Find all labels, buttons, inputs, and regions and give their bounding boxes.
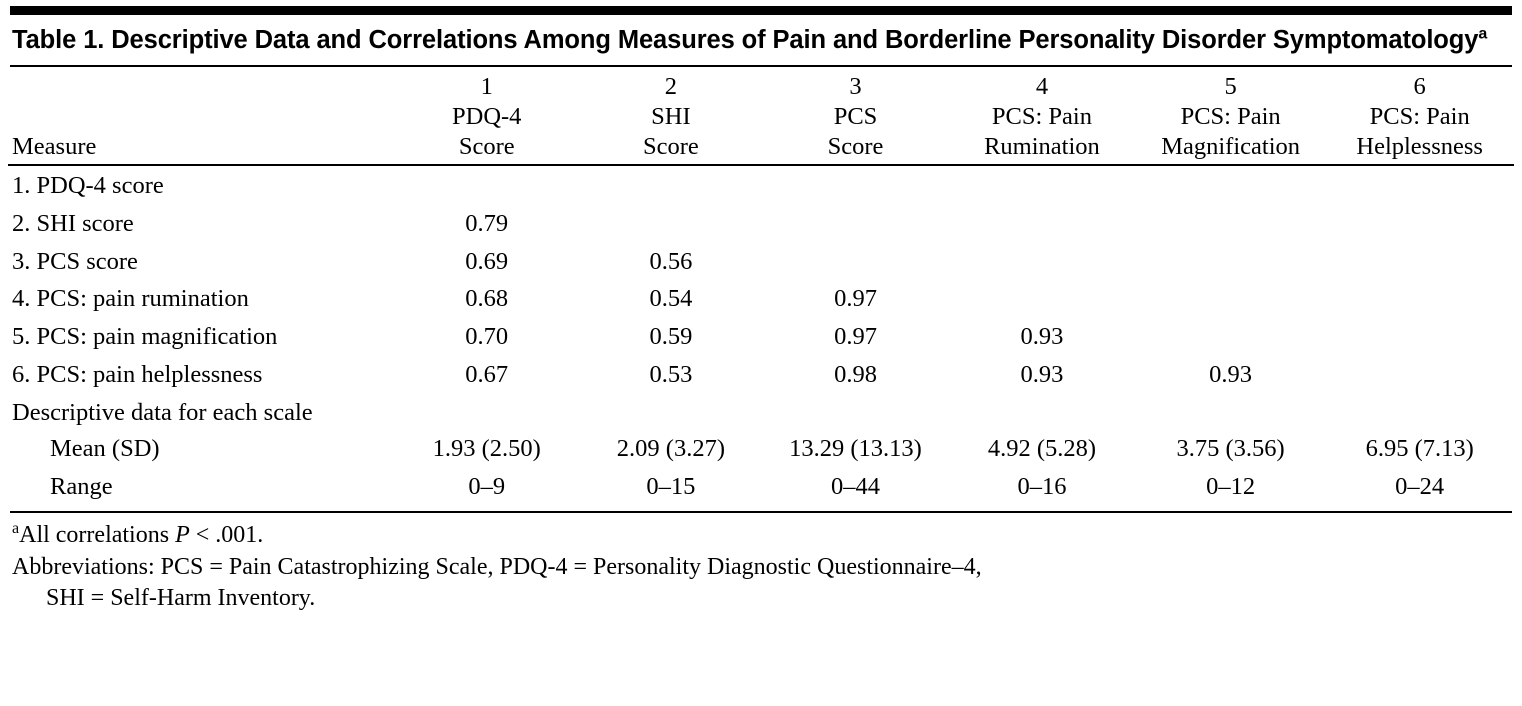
cell-r2c3 xyxy=(763,204,948,242)
cell-r2c6 xyxy=(1325,204,1514,242)
cell-mean-c2: 2.09 (3.27) xyxy=(616,434,725,462)
cell-range-c4: 0–16 xyxy=(1017,472,1067,500)
row-label: Range xyxy=(50,472,113,500)
abbreviations-line1: PCS = Pain Catastrophizing Scale, PDQ-4 = Personality Diagnostic Questionnaire–4, xyxy=(154,554,982,581)
stub-header: Measure xyxy=(12,132,97,160)
column-header-2 xyxy=(579,67,763,164)
cell-mean-c1: 1.93 (2.50) xyxy=(432,434,541,462)
column-header-1 xyxy=(395,67,579,164)
cell-r3c5 xyxy=(1136,242,1325,280)
abbreviations-line2: SHI = Self-Harm Inventory. xyxy=(46,584,316,611)
cell-r1c2 xyxy=(579,166,763,204)
footnote-a-italic: P xyxy=(175,521,190,548)
row-label: 5. PCS: pain magnification xyxy=(12,323,278,351)
table-row xyxy=(8,429,1514,467)
column-header-5-line2: Magnification xyxy=(1161,132,1301,160)
column-header-6-number: 6 xyxy=(1413,73,1426,101)
column-header-2-line2: Score xyxy=(643,132,699,160)
cell-r2c2 xyxy=(579,204,763,242)
column-header-2-line1: SHI xyxy=(651,103,691,131)
column-header-4-line2: Rumination xyxy=(984,132,1100,160)
top-border-rule xyxy=(10,6,1512,15)
cell-r6c6 xyxy=(1325,355,1514,393)
column-header-4-line1: PCS: Pain xyxy=(991,103,1092,131)
row-label: 1. PDQ-4 score xyxy=(12,171,164,199)
cell-r5c1: 0.70 xyxy=(465,323,509,351)
cell-r4c5 xyxy=(1136,279,1325,317)
table-title-footnote-marker: a xyxy=(1478,25,1488,43)
column-header-4-number: 4 xyxy=(1035,73,1049,101)
cell-r1c5 xyxy=(1136,166,1325,204)
row-label: 2. SHI score xyxy=(12,209,134,237)
table-row xyxy=(8,204,1514,242)
cell-r2c4 xyxy=(948,204,1136,242)
column-header-4 xyxy=(948,67,1136,164)
footnote-a xyxy=(12,520,1512,550)
cell-r6c3: 0.98 xyxy=(834,361,877,389)
row-label: Mean (SD) xyxy=(50,434,160,462)
cell-range-c3: 0–44 xyxy=(831,472,880,500)
cell-mean-c4: 4.92 (5.28) xyxy=(987,434,1097,462)
cell-r6c1: 0.67 xyxy=(465,361,509,389)
cell-r3c3 xyxy=(763,242,948,280)
column-header-5 xyxy=(1136,67,1325,164)
cell-range-c2: 0–15 xyxy=(646,472,696,500)
table-figure xyxy=(0,6,1522,706)
cell-r1c4 xyxy=(948,166,1136,204)
cell-r6c5: 0.93 xyxy=(1209,361,1253,389)
section-header-row xyxy=(8,393,1514,429)
cell-r5c4: 0.93 xyxy=(1020,323,1064,351)
cell-r1c1 xyxy=(395,166,579,204)
column-header-3 xyxy=(763,67,948,164)
column-header-3-line1: PCS xyxy=(833,103,878,131)
cell-mean-c5: 3.75 (3.56) xyxy=(1176,434,1285,462)
footnote-abbreviations xyxy=(12,552,1512,613)
cell-r5c6 xyxy=(1325,317,1514,355)
cell-r4c6 xyxy=(1325,279,1514,317)
cell-r3c6 xyxy=(1325,242,1514,280)
table-title-text: Table 1. Descriptive Data and Correlations Among Measures of Pain and Borderline Personality Disorder Symptomatology xyxy=(12,26,1479,54)
table-row xyxy=(8,279,1514,317)
cell-r6c4: 0.93 xyxy=(1020,361,1064,389)
cell-r4c2: 0.54 xyxy=(649,285,693,313)
column-header-5-number: 5 xyxy=(1224,73,1237,101)
footnote-a-pre: All correlations xyxy=(19,521,176,548)
cell-r2c5 xyxy=(1136,204,1325,242)
cell-r4c3: 0.97 xyxy=(834,285,877,313)
table-header-row xyxy=(8,67,1514,164)
table-row xyxy=(8,317,1514,355)
section-label: Descriptive data for each scale xyxy=(12,399,313,427)
column-header-1-line2: Score xyxy=(458,132,515,160)
row-label: 3. PCS score xyxy=(12,247,138,275)
table-row xyxy=(8,166,1514,204)
row-label: 6. PCS: pain helplessness xyxy=(12,361,263,389)
column-header-6-line1: PCS: Pain xyxy=(1369,103,1470,131)
cell-range-c6: 0–24 xyxy=(1395,472,1445,500)
descriptive-correlations-table xyxy=(8,67,1514,505)
column-header-1-number: 1 xyxy=(480,73,493,101)
table-row xyxy=(8,467,1514,505)
cell-r4c4 xyxy=(948,279,1136,317)
cell-range-c5: 0–12 xyxy=(1206,472,1256,500)
cell-r1c3 xyxy=(763,166,948,204)
table-footnotes xyxy=(8,513,1514,613)
table-row xyxy=(8,242,1514,280)
footnote-a-post: < .001. xyxy=(189,521,264,548)
cell-r5c3: 0.97 xyxy=(834,323,877,351)
column-header-1-line1: PDQ-4 xyxy=(452,103,522,131)
abbreviations-label: Abbreviations: xyxy=(12,554,155,581)
cell-r3c4 xyxy=(948,242,1136,280)
table-row xyxy=(8,355,1514,393)
cell-r1c6 xyxy=(1325,166,1514,204)
cell-r3c1: 0.69 xyxy=(465,247,509,275)
table-title xyxy=(8,15,1514,65)
column-header-3-number: 3 xyxy=(849,73,862,101)
cell-mean-c6: 6.95 (7.13) xyxy=(1365,434,1474,462)
cell-mean-c3: 13.29 (13.13) xyxy=(789,434,922,462)
column-header-2-number: 2 xyxy=(664,73,678,101)
column-header-6 xyxy=(1325,67,1514,164)
cell-r2c1: 0.79 xyxy=(465,209,509,237)
cell-r3c2: 0.56 xyxy=(649,247,693,275)
column-header-5-line1: PCS: Pain xyxy=(1180,103,1281,131)
cell-r6c2: 0.53 xyxy=(649,361,693,389)
column-header-6-line2: Helplessness xyxy=(1356,132,1483,160)
row-label: 4. PCS: pain rumination xyxy=(12,285,249,313)
cell-range-c1: 0–9 xyxy=(468,472,506,500)
cell-r5c2: 0.59 xyxy=(649,323,693,351)
footnote-a-marker: a xyxy=(12,519,20,537)
column-header-3-line2: Score xyxy=(827,132,884,160)
cell-r5c5 xyxy=(1136,317,1325,355)
cell-r4c1: 0.68 xyxy=(465,285,509,313)
